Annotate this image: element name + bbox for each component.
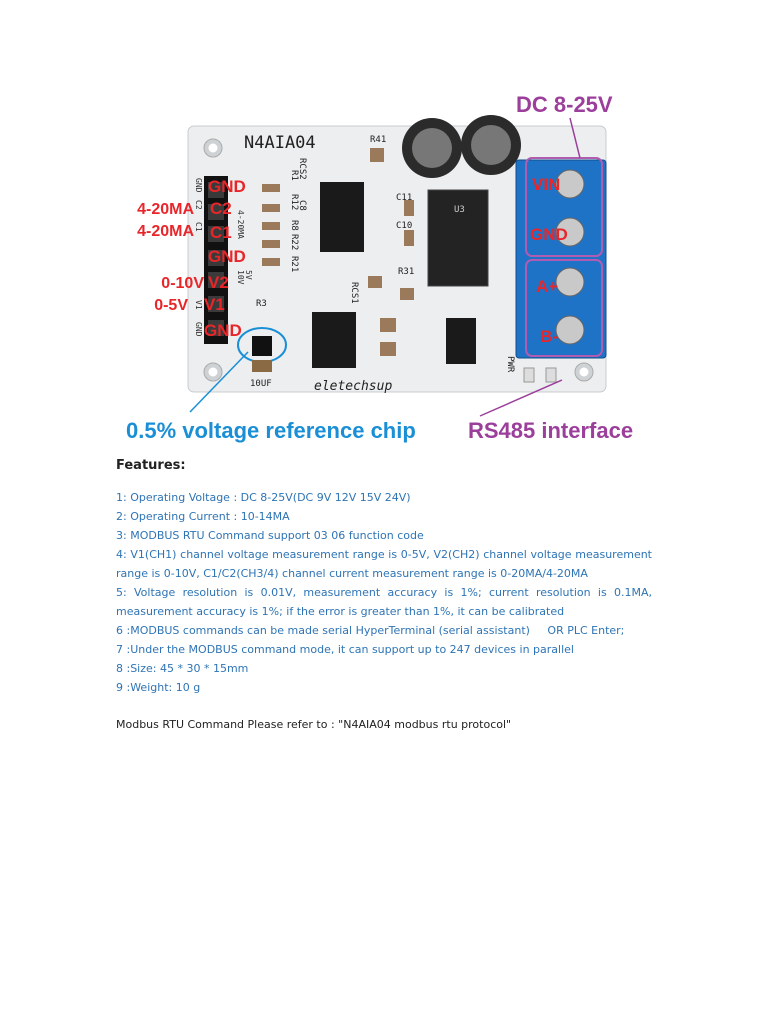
led [524,368,534,382]
silk-c2: C2 [194,200,203,210]
silk-10uf: 10UF [250,379,272,389]
silk-10v: 10V [236,270,245,285]
feature-item: 1: Operating Voltage : DC 8-25V(DC 9V 12V 15V 24V) [116,491,411,504]
feature-item: 6 :MODBUS commands can be made serial HyperTerminal (serial assistant) OR PLC Enter; [116,624,625,637]
mount-hole [580,368,589,377]
silk-c1: C1 [194,222,203,232]
board-model: N4AIA04 [244,133,316,153]
pin-label-v2: V2 [208,273,229,292]
silk-r31: R31 [398,267,415,277]
feature-item: 9 :Weight: 10 g [116,681,201,694]
silk-u3: U3 [454,205,465,215]
side-label-c2-range: 4-20MA [137,201,194,218]
feature-item: 8 :Size: 45 * 30 * 15mm [116,662,249,675]
pin-label-gnd-1: GND [208,177,246,196]
led [546,368,556,382]
ic-chip [446,318,476,364]
silk-5v: 5V [244,270,253,280]
pin-label-v1: V1 [204,295,225,314]
board-brand: eletechsup [314,379,393,394]
terminal-label-b: B- [540,327,558,346]
feature-item: 7 :Under the MODBUS command mode, it can support up to 247 devices in parallel [116,643,574,656]
pin-label-c2: C2 [210,199,232,218]
silk-r3: R3 [256,299,267,309]
mount-hole [209,144,218,153]
terminal-label-gnd: GND [530,225,568,244]
silk-r41: R41 [370,135,387,145]
terminal-label-a: A+ [536,277,559,296]
silk-gnd-bottom: GND [194,322,203,337]
silk-pwr: PWR [505,356,515,373]
pin-label-gnd-2: GND [208,247,246,266]
features-section [116,456,652,734]
modbus-reference-note: Modbus RTU Command Please refer to : "N4AIA04 modbus rtu protocol" [116,718,512,731]
feature-item: 5: Voltage resolution is 0.01V, measurement accuracy is 1%; current resolution is 0.1MA, measurement accuracy is 1%; if the error is greater than 1%, it can be calibrated [116,586,652,618]
feature-item: 2: Operating Current : 10-14MA [116,510,290,523]
feature-item: 3: MODBUS RTU Command support 03 06 function code [116,529,424,542]
electrolytic-capacitor [412,128,452,168]
ic-chip [320,182,364,252]
silk-r1: R1 [289,170,299,181]
silk-rcs2: RCS2 [297,158,307,180]
callout-power: DC 8-25V [516,92,613,117]
features-heading: Features: [116,458,186,473]
mount-hole [209,368,218,377]
electrolytic-capacitor [471,125,511,165]
side-label-v2-range: 0-10V [161,275,204,292]
silk-r21: R21 [289,256,299,273]
silk-v1: V1 [194,300,203,310]
pin-label-gnd-3: GND [204,321,242,340]
feature-item: 4: V1(CH1) channel voltage measurement range is 0-5V, V2(CH2) channel voltage measurement range is 0-10V, C1/C2(CH3/4) channel current measurement range is 0-20MA/4-20MA [116,548,652,580]
terminal-label-vin: VIN [532,175,561,194]
silk-rcs1: RCS1 [349,282,359,304]
silk-c10: C10 [396,221,413,231]
side-label-v1-range: 0-5V [154,297,188,314]
product-photo [0,0,768,460]
silk-r22: R22 [289,234,299,251]
silk-r8: R8 [289,220,299,231]
silk-c8: C8 [297,200,307,211]
silk-gnd-top: GND [194,178,203,193]
features-list [116,488,652,697]
side-label-c1-range: 4-20MA [137,223,194,240]
silk-r12: R12 [289,194,299,211]
pin-label-c1: C1 [210,223,232,242]
reference-chip [252,336,272,356]
silk-4-20ma: 4-20MA [236,210,245,239]
callout-reference-chip: 0.5% voltage reference chip [126,418,416,443]
silk-c11: C11 [396,193,413,203]
callout-rs485: RS485 interface [468,418,634,443]
ic-chip [312,312,356,368]
